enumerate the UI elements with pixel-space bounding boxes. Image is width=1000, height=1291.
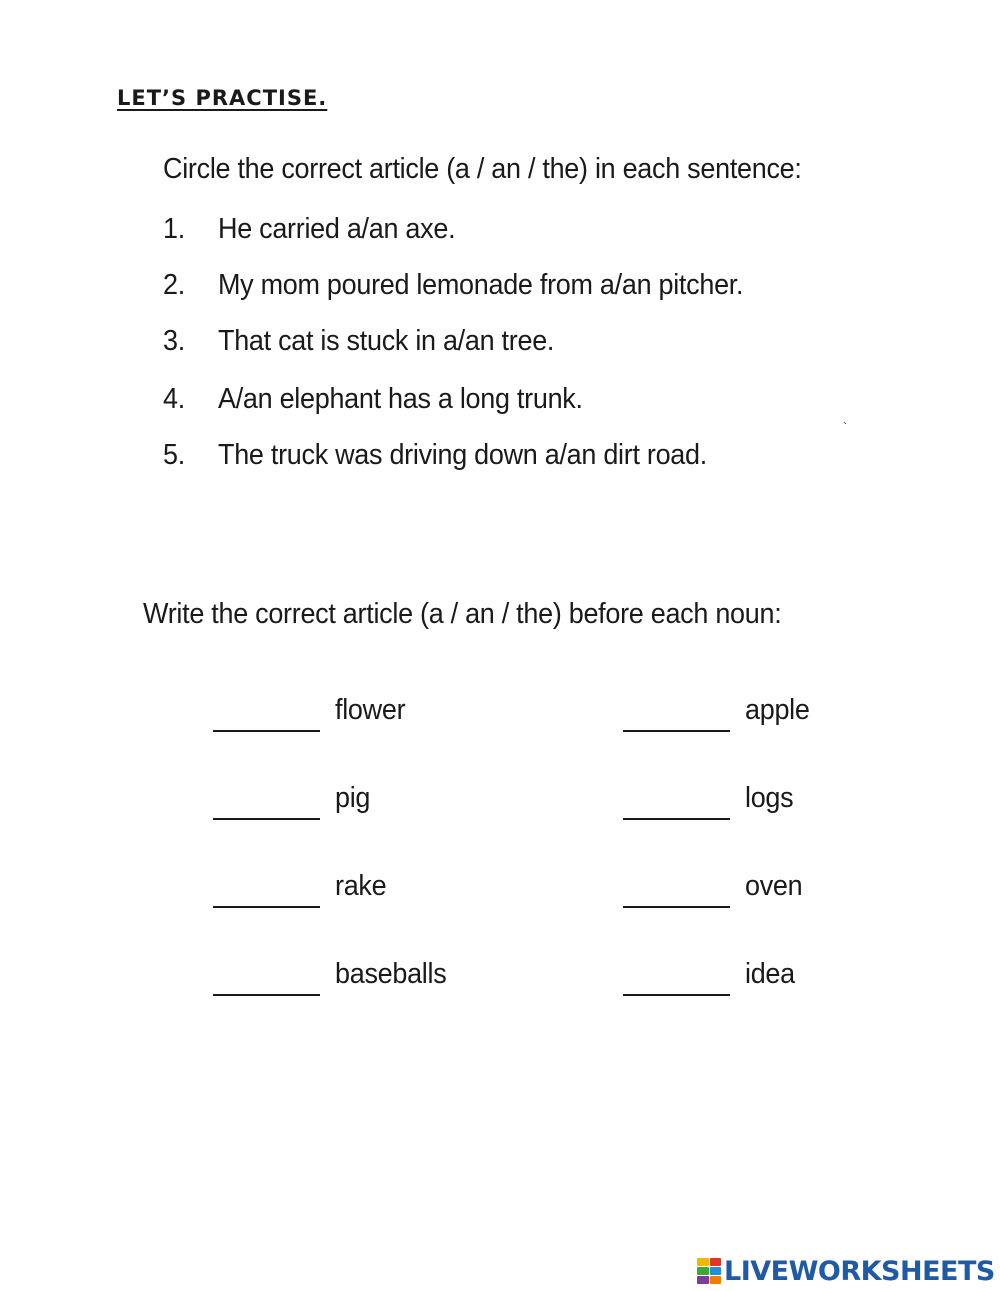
sentence-number: 1.	[163, 213, 185, 245]
sentence-number: 4.	[163, 383, 185, 415]
section2-instruction: Write the correct article (a / an / the) before each noun:	[143, 598, 782, 630]
sentence-text[interactable]: That cat is stuck in a/an tree.	[218, 325, 555, 357]
logo-block	[710, 1276, 722, 1284]
answer-blank[interactable]	[213, 906, 320, 908]
answer-blank[interactable]	[623, 994, 730, 996]
sentence-number: 2.	[163, 269, 185, 301]
noun-label: flower	[335, 694, 406, 726]
sentence-text[interactable]: The truck was driving down a/an dirt road.	[218, 439, 707, 471]
noun-label: oven	[745, 870, 803, 902]
answer-blank[interactable]	[623, 818, 730, 820]
noun-label: logs	[745, 782, 794, 814]
logo-mark-icon	[697, 1258, 721, 1284]
page-heading: LET’S PRACTISE.	[117, 86, 328, 110]
logo-block	[697, 1276, 709, 1284]
sentence-text[interactable]: A/an elephant has a long trunk.	[218, 383, 583, 415]
sentence-text[interactable]: My mom poured lemonade from a/an pitcher.	[218, 269, 744, 301]
noun-label: baseballs	[335, 958, 447, 990]
sentence-number: 5.	[163, 439, 185, 471]
logo-text: LIVEWORKSHEETS	[724, 1255, 995, 1287]
logo-block	[710, 1258, 722, 1266]
noun-label: idea	[745, 958, 795, 990]
noun-label: pig	[335, 782, 371, 814]
section1-instruction: Circle the correct article (a / an / the) in each sentence:	[163, 153, 802, 185]
answer-blank[interactable]	[213, 994, 320, 996]
stray-mark: `	[843, 420, 847, 434]
logo-block	[697, 1258, 709, 1266]
answer-blank[interactable]	[623, 730, 730, 732]
logo-block	[697, 1267, 709, 1275]
noun-label: apple	[745, 694, 810, 726]
sentence-number: 3.	[163, 325, 185, 357]
answer-blank[interactable]	[213, 730, 320, 732]
sentence-text[interactable]: He carried a/an axe.	[218, 213, 456, 245]
answer-blank[interactable]	[213, 818, 320, 820]
logo-block	[710, 1267, 722, 1275]
answer-blank[interactable]	[623, 906, 730, 908]
noun-label: rake	[335, 870, 387, 902]
liveworksheets-logo	[697, 1254, 995, 1288]
